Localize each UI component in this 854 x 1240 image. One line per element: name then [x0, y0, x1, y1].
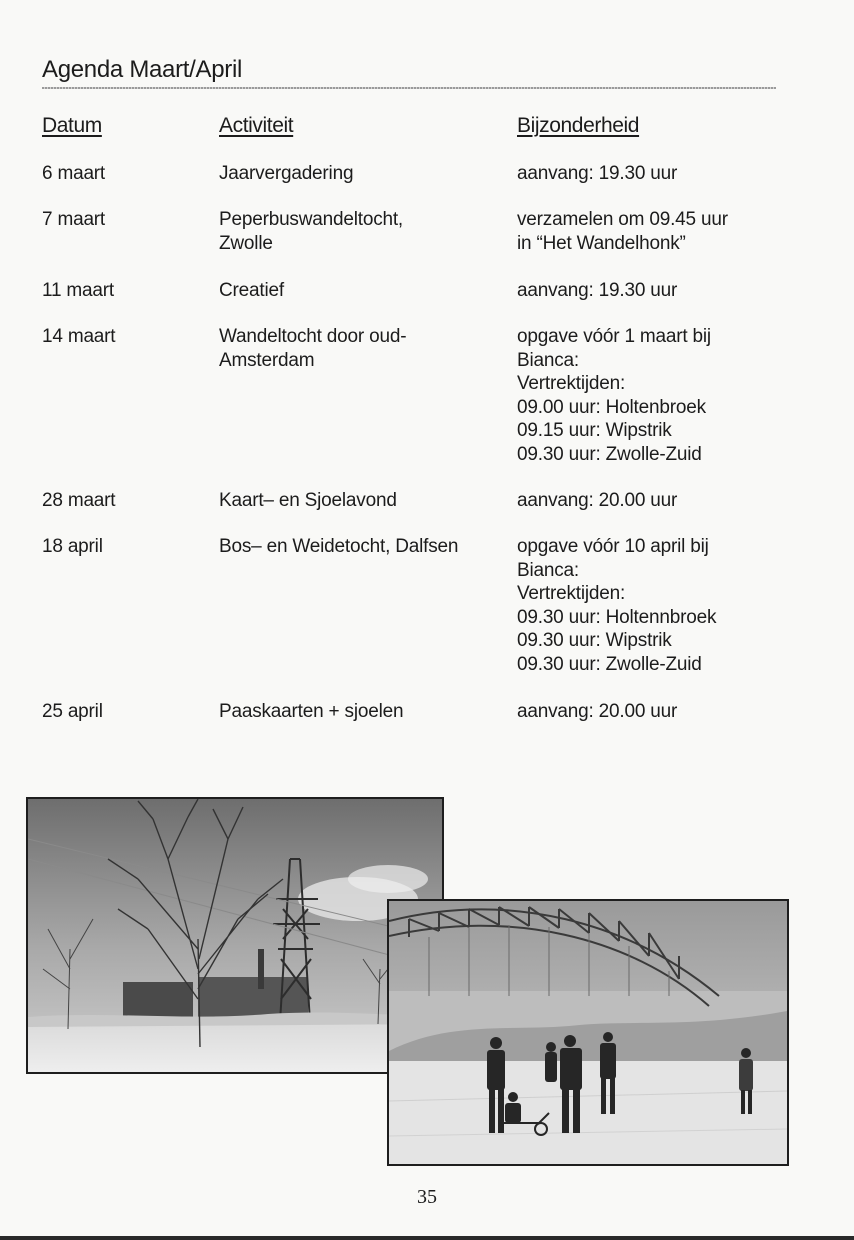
agenda-activity-line: Jaarvergadering: [219, 163, 354, 184]
agenda-note-line: aanvang: 19.30 uur: [517, 280, 678, 301]
agenda-date: 18 april: [42, 536, 103, 557]
agenda-activity-line: Peperbuswandeltocht,: [219, 209, 404, 230]
agenda-note: [517, 700, 767, 724]
agenda-note: [517, 279, 767, 303]
agenda-activity-line: Kaart– en Sjoelavond: [219, 490, 397, 511]
agenda-note-line: 09.00 uur: Holtenbroek: [517, 396, 706, 418]
agenda-activity: [219, 489, 499, 513]
agenda-date: 6 maart: [42, 163, 106, 184]
agenda-note-line: opgave vóór 1 maart bij: [517, 326, 711, 347]
agenda-activity-line: Creatief: [219, 280, 284, 301]
agenda-note-line: aanvang: 19.30 uur: [517, 163, 678, 184]
agenda-activity-line: Bos– en Weidetocht, Dalfsen: [219, 536, 459, 557]
agenda-activity: [219, 535, 499, 559]
agenda-note-line: 09.30 uur: Zwolle-Zuid: [517, 653, 702, 675]
agenda-activity: [219, 279, 499, 303]
header-note: Bijzonderheid: [517, 114, 640, 137]
agenda-note: [517, 162, 767, 186]
agenda-date: 11 maart: [42, 280, 114, 301]
agenda-date: 25 april: [42, 701, 103, 722]
agenda-note-line: aanvang: 20.00 uur: [517, 490, 678, 511]
agenda-activity: [219, 162, 499, 186]
agenda-activity-line: Zwolle: [219, 232, 273, 254]
agenda-note-line: Vertrektijden:: [517, 583, 626, 604]
agenda-note-line: 09.30 uur: Wipstrik: [517, 630, 672, 651]
page-bottom-edge: [0, 1236, 854, 1240]
agenda-note: [517, 535, 767, 676]
agenda-note-line: 09.30 uur: Zwolle-Zuid: [517, 443, 702, 465]
agenda-note: [517, 489, 767, 513]
agenda-note-line: aanvang: 20.00 uur: [517, 701, 678, 722]
photo-winter-tree-pylon: [26, 797, 444, 1074]
agenda-note-line: verzamelen om 09.45 uur: [517, 209, 728, 230]
agenda-activity: [219, 700, 499, 724]
agenda-activity: [219, 325, 499, 372]
agenda-note-line: in “Het Wandelhonk”: [517, 232, 686, 254]
agenda-date: 28 maart: [42, 490, 116, 511]
agenda-date: 14 maart: [42, 326, 116, 347]
header-activity: Activiteit: [219, 114, 294, 137]
agenda-note-line: opgave vóór 10 april bij: [517, 536, 709, 557]
agenda-note-line: 09.15 uur: Wipstrik: [517, 420, 672, 441]
agenda-note-line: Bianca:: [517, 559, 579, 581]
agenda-note: [517, 208, 767, 255]
page-title: Agenda Maart/April: [42, 56, 243, 83]
page-number: 35: [417, 1186, 437, 1208]
agenda-note-line: Vertrektijden:: [517, 373, 626, 394]
agenda-activity: [219, 208, 499, 255]
agenda-note-line: Bianca:: [517, 349, 579, 371]
agenda-note-line: 09.30 uur: Holtennbroek: [517, 606, 717, 628]
agenda-activity-line: Paaskaarten + sjoelen: [219, 701, 404, 722]
agenda-activity-line: Wandeltocht door oud-: [219, 326, 407, 347]
agenda-date: 7 maart: [42, 209, 106, 230]
photo-skaters-bridge: [387, 899, 789, 1166]
title-rule: [42, 87, 776, 89]
header-date: Datum: [42, 114, 102, 137]
agenda-note: [517, 325, 767, 466]
agenda-activity-line: Amsterdam: [219, 349, 315, 371]
